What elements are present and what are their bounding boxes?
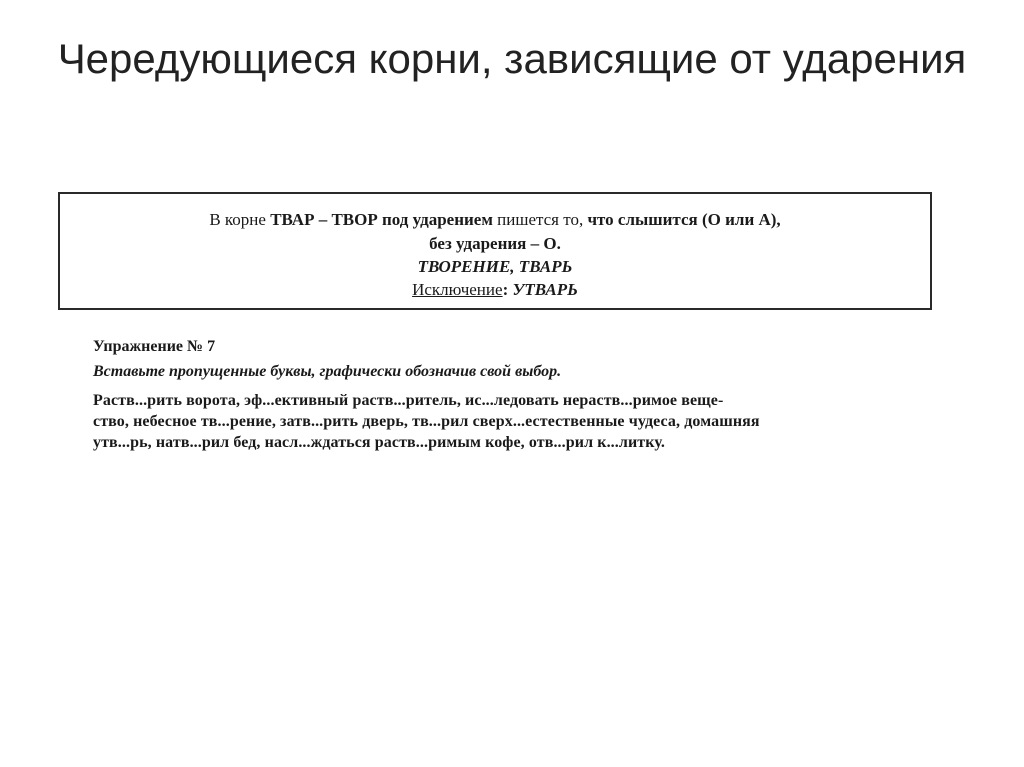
rule-examples: ТВОРЕНИЕ, ТВАРЬ xyxy=(417,257,573,276)
rule-line-2: без ударения – О. xyxy=(429,234,561,253)
rule-exception xyxy=(60,280,930,300)
slide-title: Чередующиеся корни, зависящие от ударения xyxy=(57,35,967,82)
rule-line-1 xyxy=(60,210,930,230)
exception-colon: : xyxy=(502,280,513,299)
rule-root-emphasis: ТВАР – ТВОР под ударением xyxy=(270,210,493,229)
exercise-instruction: Вставьте пропущенные буквы, графически обозначив свой выбор. xyxy=(93,363,562,380)
exercise-section xyxy=(93,336,935,453)
exercise-title: Упражнение № 7 xyxy=(93,338,216,355)
rule-hearing-emphasis: что слышится (О или А), xyxy=(587,210,781,229)
exercise-text-line: ство, небесное тв...рение, затв...рить дверь, тв...рил сверх...естественные чудеса, домашняя xyxy=(93,413,760,430)
exception-word: УТВАРЬ xyxy=(512,280,578,299)
rule-text: В корне xyxy=(209,210,271,229)
rule-text: пишется то, xyxy=(492,210,588,229)
rule-box xyxy=(58,192,932,310)
exercise-text-line: Раств...рить ворота, эф...ективный раств...ритель, ис...ледовать нераств...римое веще- xyxy=(93,392,724,409)
exercise-text-line: утв...рь, натв...рил бед, насл...ждаться раств...римым кофе, отв...рил к...литку. xyxy=(93,434,665,451)
exception-label: Исключение xyxy=(412,280,503,299)
